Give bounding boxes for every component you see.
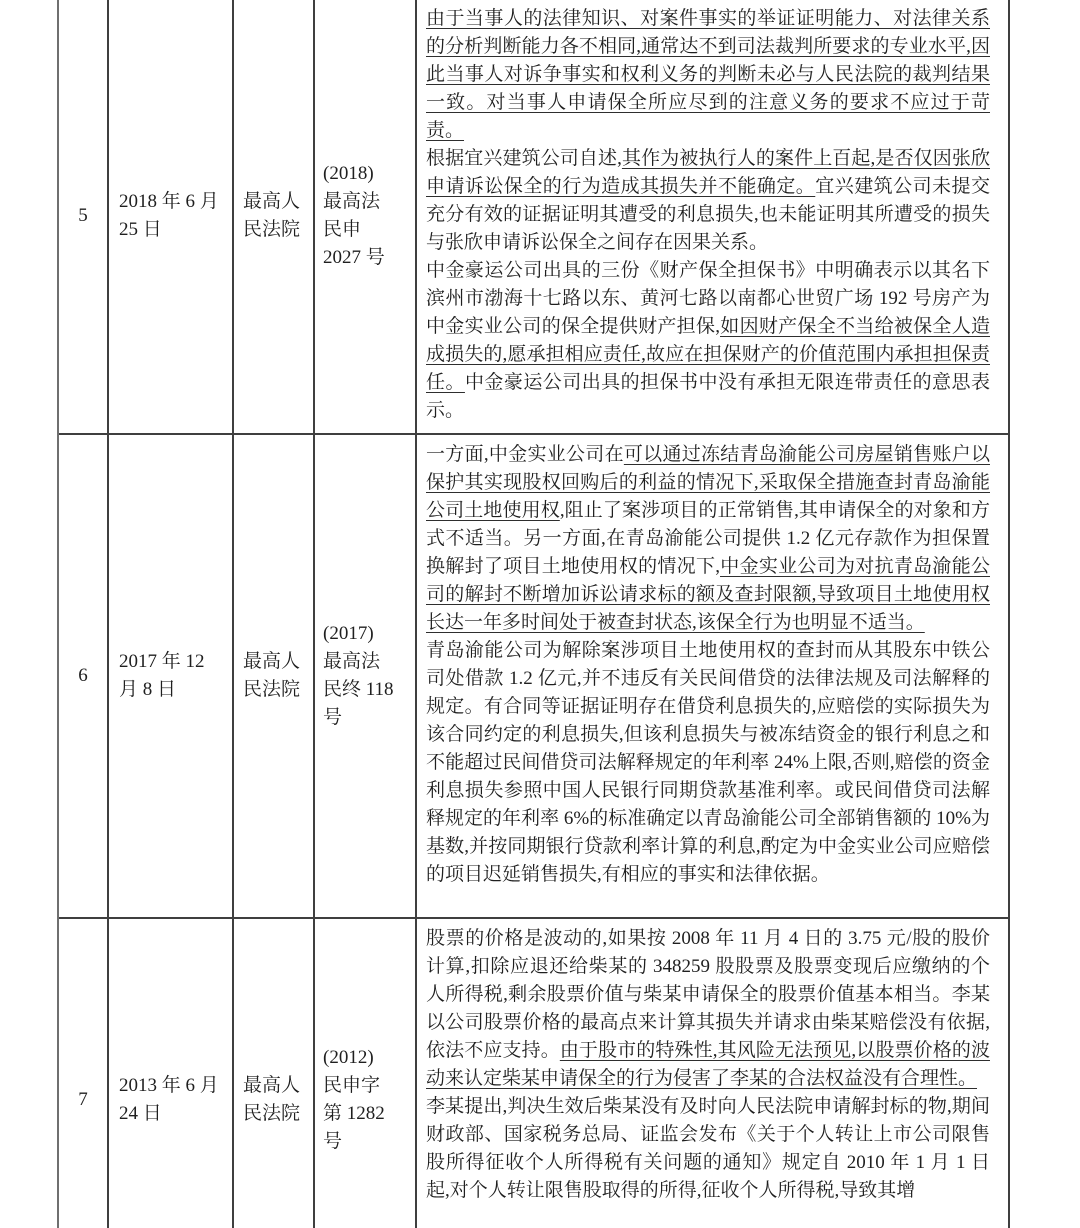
date-cell: 2017 年 12 月 8 日 (109, 435, 234, 917)
court-cell: 最高人 民法院 (234, 0, 315, 433)
text-passage: 青岛渝能公司为解除案涉项目土地使用权的查封而从其股东中铁公司处借款 1.2 亿元,并不违反有关民间借贷的法律法规及司法解释的规定。有合同等证据证明存在借贷利息损失的,应赔偿的实际损失为该合同约定的利息损失,但该利息损失与被冻结资金的银行利息之和不能超过民间借贷司法解释规定的年利率 24%上限,否则,赔偿的资金利息损失参照中国人民银行同期贷款基准利率。或民间借贷司法解释规定的年利率 6%的标准确定以青岛渝能公司全部销售额的 10%为基数,并按同期银行贷款利率计算的利息,酌定为中金实业公司应赔偿的项目迟延销售损失,有相应的事实和法律依据。 (426, 640, 990, 885)
opinion-text-cell (417, 919, 1008, 1228)
text-passage: 股票的价格是波动的,如果按 2008 年 11 月 4 日的 3.75 元/股的股价计算,扣除应退还给柴某的 348259 股股票及股票变现后应缴纳的个人所得税,剩余股票价值与柴某申请保全的股票价值基本相当。李某以公司股票价格的最高点来计算其损失并请求由柴某赔偿没有依据,依法不应支持。 (426, 928, 990, 1061)
opinion-paragraph (426, 1093, 990, 1205)
opinion-paragraph (426, 441, 990, 637)
text-passage: 李某提出,判决生效后柴某没有及时向人民法院申请解封标的物,期间财政部、国家税务总局、证监会发布《关于个人转让上市公司限售股所得征收个人所得税有关问题的通知》规定自 2010 年 1 月 1 日起,对个人转让限售股取得的所得,征收个人所得税,导致其增 (426, 1096, 990, 1201)
underlined-passage: 由于当事人的法律知识、对案件事实的举证证明能力、对法律关系的分析判断能力各不相同,通常达不到司法裁判所要求的专业水平,因此当事人对诉争事实和权利义务的判断未必与人民法院的裁判结果一致。对当事人申请保全所应尽到的注意义务的要求不应过于苛责。 (426, 8, 990, 141)
row-number-cell: 6 (59, 435, 109, 917)
underlined-passage: 如因财产保全不当给被保全人造成损失的,愿承担相应责任,故应在担保财产的价值范围内承担担保责任。 (426, 316, 990, 393)
opinion-paragraph (426, 257, 990, 425)
opinion-paragraph (426, 5, 990, 145)
table-row (59, 0, 1008, 435)
opinion-paragraph (426, 925, 990, 1093)
opinion-paragraph (426, 145, 990, 257)
text-passage: 宜兴建筑公司未提交充分有效的证据证明其遭受的利息损失,也未能证明其所遭受的损失与张欣申请诉讼保全之间存在因果关系。 (426, 176, 990, 253)
underlined-passage: 可以通过冻结青岛渝能公司房屋销售账户以保护其实现股权回购后的利益的情况下,采取保全措施查封青岛渝能公司土地使用权 (426, 444, 990, 521)
date-cell: 2018 年 6 月 25 日 (109, 0, 234, 433)
table-row (59, 919, 1008, 1228)
date-cell: 2013 年 6 月 24 日 (109, 919, 234, 1228)
court-cell: 最高人 民法院 (234, 435, 315, 917)
court-cell: 最高人 民法院 (234, 919, 315, 1228)
opinion-text-cell (417, 0, 1008, 433)
case-number-cell: (2017) 最高法 民终 118 号 (315, 435, 417, 917)
case-number-cell: (2018) 最高法 民申 2027 号 (315, 0, 417, 433)
underlined-passage: 中金实业公司为对抗青岛渝能公司的解封不断增加诉讼请求标的额及查封限额,导致项目土地使用权长达一年多时间处于被查封状态,该保全行为也明显不适当。 (426, 556, 990, 633)
text-passage: 中金豪运公司出具的担保书中没有承担无限连带责任的意思表示。 (426, 372, 990, 421)
text-passage: 一方面,中金实业公司在 (426, 444, 624, 465)
text-passage: 根据宜兴建筑公司自述, (426, 148, 622, 169)
opinion-paragraph (426, 637, 990, 889)
opinion-table (57, 0, 1010, 1228)
row-number-cell: 7 (59, 919, 109, 1228)
underlined-passage: 由于股市的特殊性,其风险无法预见,以股票价格的波动来认定柴某申请保全的行为侵害了李某的合法权益没有合理性。 (426, 1040, 990, 1089)
underlined-passage: 其作为被执行人的案件上百起,是否仅因张欣申请诉讼保全的行为造成其损失并不能确定。 (426, 148, 990, 197)
table-row (59, 435, 1008, 919)
case-number-cell: (2012) 民申字 第 1282 号 (315, 919, 417, 1228)
opinion-text-cell (417, 435, 1008, 917)
row-number-cell: 5 (59, 0, 109, 433)
text-passage: 中金豪运公司出具的三份《财产保全担保书》中明确表示以其名下滨州市渤海十七路以东、黄河七路以南都心世贸广场 192 号房产为中金实业公司的保全提供财产担保, (426, 260, 990, 337)
text-passage: ,阻止了案涉项目的正常销售,其申请保全的对象和方式不适当。另一方面,在青岛渝能公司提供 1.2 亿元存款作为担保置换解封了项目土地使用权的情况下, (426, 500, 990, 577)
